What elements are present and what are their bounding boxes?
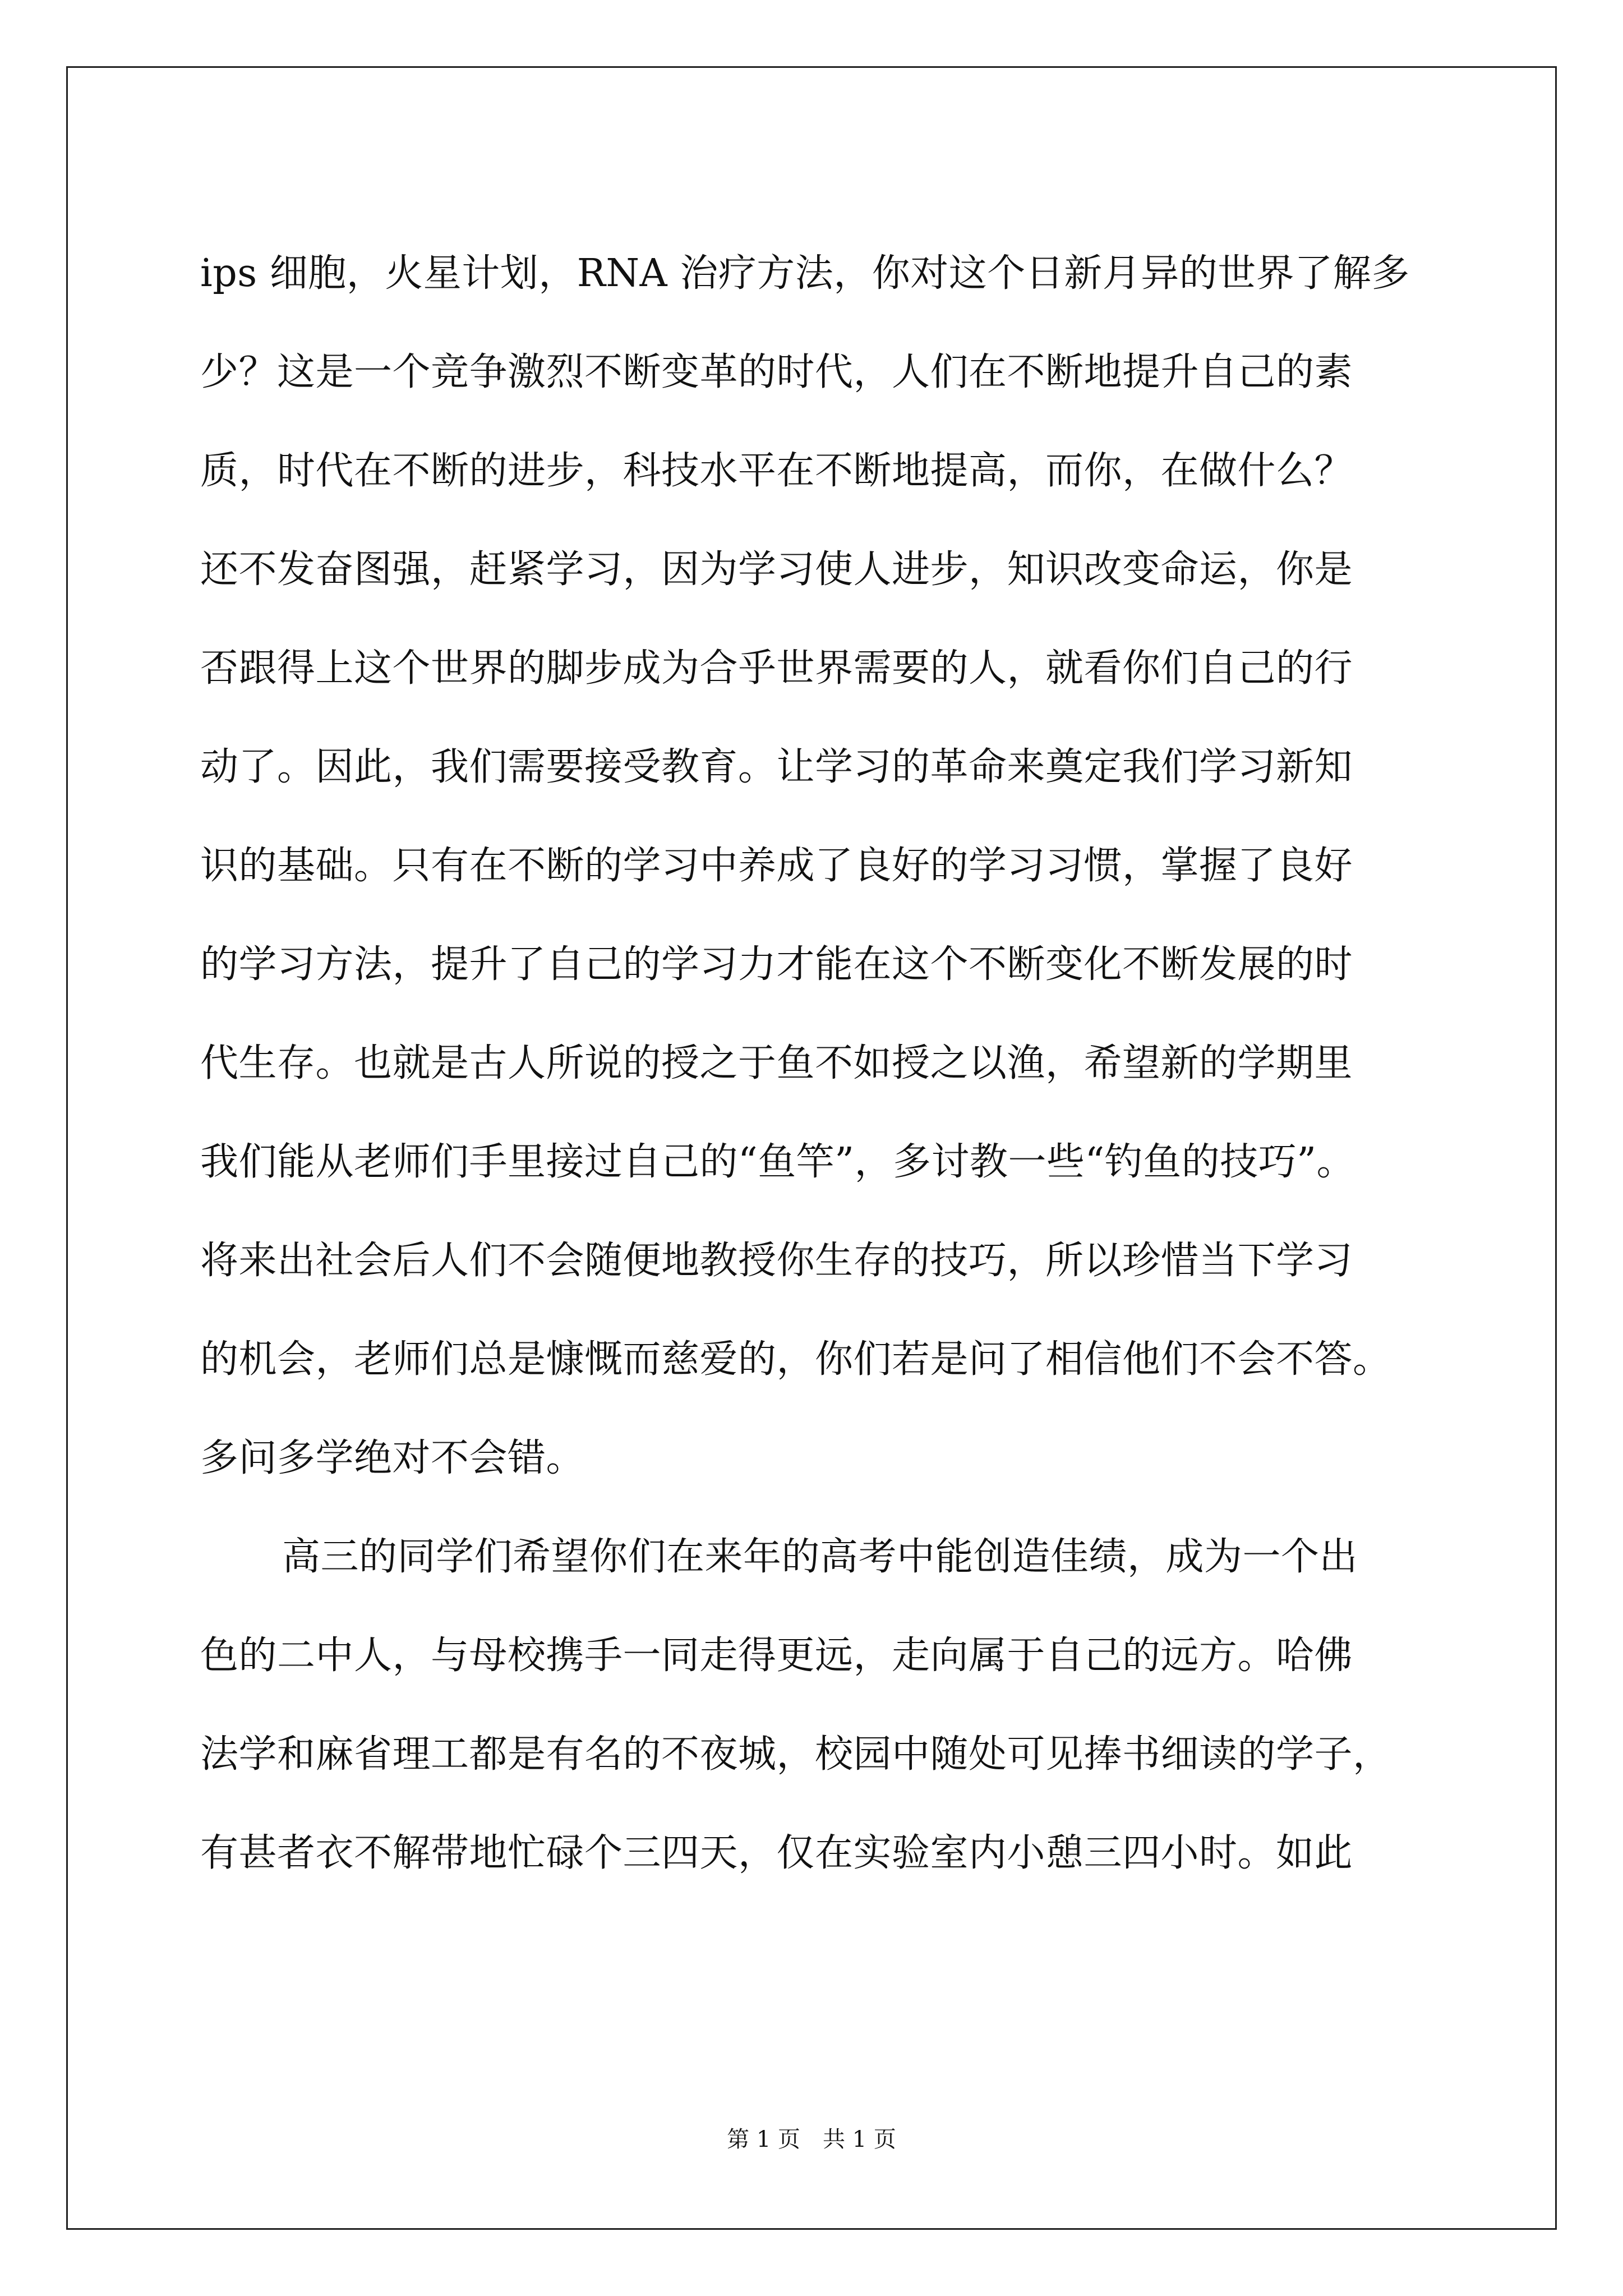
text-line-1: ips 细胞，火星计划，RNA 治疗方法，你对这个日新月异的世界了解多	[200, 251, 1410, 296]
text-line-2: 少？这是一个竞争激烈不断变革的时代，人们在不断地提升自己的素	[200, 350, 1353, 394]
text-line-9: 代生存。也就是古人所说的授之于鱼不如授之以渔，希望新的学期里	[200, 1041, 1353, 1085]
text-line-3: 质，时代在不断的进步，科技水平在不断地提高，而你，在做什么？	[200, 449, 1353, 493]
page-footer: 第 1 页 共 1 页	[727, 2127, 896, 2152]
text-line-7: 识的基础。只有在不断的学习中养成了良好的学习习惯，掌握了良好	[200, 844, 1353, 888]
text-line-6: 动了。因此，我们需要接受教育。让学习的革命来奠定我们学习新知	[200, 745, 1353, 789]
text-line-11: 将来出社会后人们不会随便地教授你生存的技巧，所以珍惜当下学习	[200, 1239, 1353, 1283]
text-line-15: 色的二中人，与母校携手一同走得更远，走向属于自己的远方。哈佛	[200, 1634, 1353, 1678]
text-line-4: 还不发奋图强，赶紧学习，因为学习使人进步，知识改变命运，你是	[200, 547, 1353, 592]
text-line-12: 的机会，老师们总是慷慨而慈爱的，你们若是问了相信他们不会不答。	[200, 1337, 1391, 1382]
text-line-5: 否跟得上这个世界的脚步成为合乎世界需要的人，就看你们自己的行	[200, 646, 1353, 691]
text-line-8: 的学习方法，提升了自己的学习力才能在这个不断变化不断发展的时	[200, 942, 1353, 987]
text-line-13: 多问多学绝对不会错。	[200, 1436, 585, 1480]
document-body	[200, 224, 1423, 1903]
text-line-14: 高三的同学们希望你们在来年的高考中能创造佳绩，成为一个出	[282, 1535, 1358, 1579]
text-line-17: 有甚者衣不解带地忙碌个三四天，仅在实验室内小憩三四小时。如此	[200, 1831, 1353, 1875]
text-line-10: 我们能从老师们手里接过自己的“鱼竿”，多讨教一些“钓鱼的技巧”。	[200, 1140, 1355, 1184]
text-line-16: 法学和麻省理工都是有名的不夜城，校园中随处可见捧书细读的学子，	[200, 1732, 1391, 1777]
